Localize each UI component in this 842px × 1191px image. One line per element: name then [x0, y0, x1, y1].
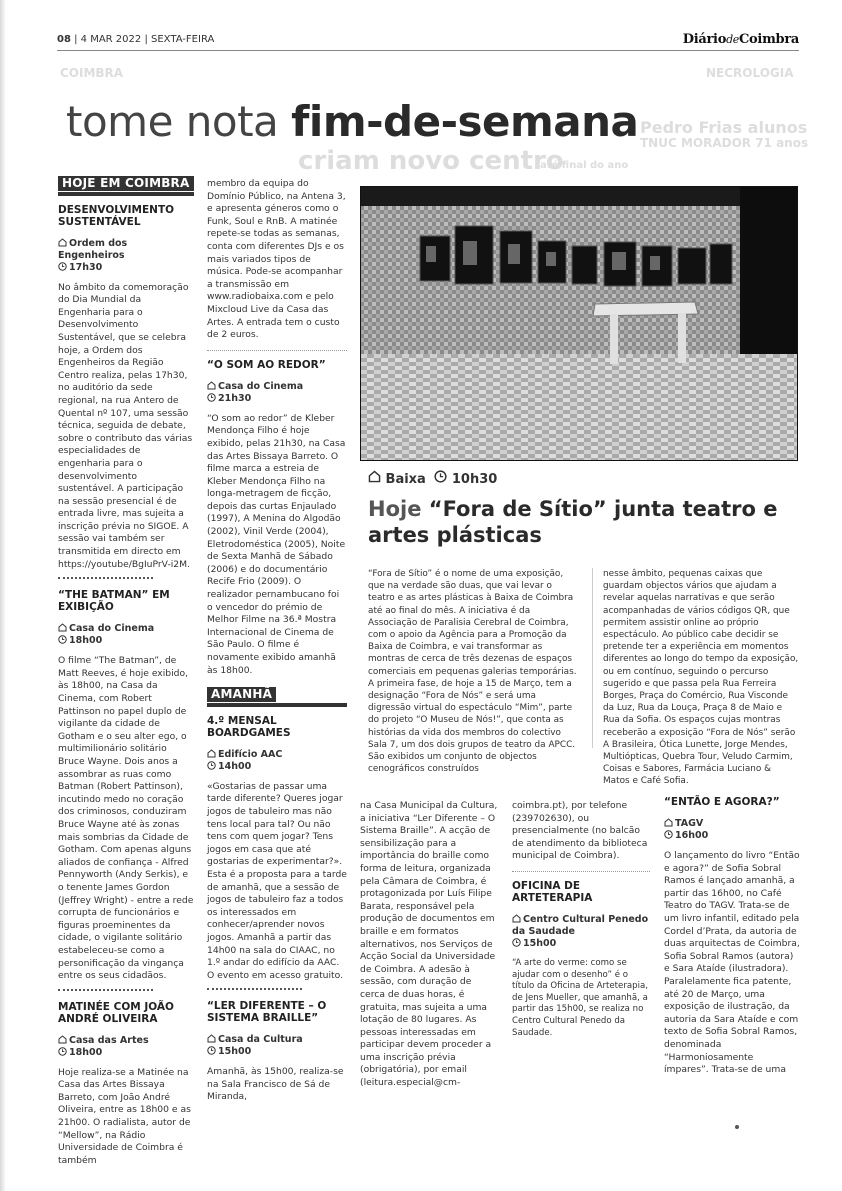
divider — [207, 350, 347, 351]
event-title-entao-e-agora: “ENTÃO E AGORA?” — [664, 796, 780, 808]
event-body: O filme “The Batman”, de Matt Reeves, é hoje exibido, às 18h00, na Casa da Cinema, com Robert Pattinson no papel duplo de vigilante da cidade de Gotham e o seu alter ego, o multimilionário solitário Bruce Wayne. Dois anos a assombrar as ruas como Batman (Robert Pattinson), incutindo medo no coração dos criminosos, conduziram Bruce Wayne até às zonas mais sombrias da Cidade de Gotham. Com apenas alguns aliados de confiança - Alfred Pennyworth (Andy Serkis), e o tenente James Gordon (Jeffrey Wright) - entre a rede corrupta de funcionários e figuras proeminentes da cidade, o vigilante solitário estabeleceu-se como a personificação da vingança entre os seus cidadãos. — [58, 655, 194, 982]
clock-icon — [58, 262, 67, 271]
event-body-continued: na Casa Municipal da Cultura, a iniciativa “Ler Diferente – O Sistema Braille”. A acção de sensibilização para a importância do braille como forma de leitura, organizada pela Câmara de Coimbra, é protagonizada por Luís Filipe Barata, responsável pela produção de documentos em braille e em formatos alternativos, nos Serviços de Acção Social da Universidade de Coimbra. A adesão à sessão, com duração de cerca de duas horas, é gratuita, mas sujeita a uma lotação de 80 lugares. As pessoas interessadas em participar devem proceder a uma inscrição prévia (obrigatória), por email (leitura.especial@cm- — [360, 800, 498, 1089]
event-body: «Gostarias de passar uma tarde diferente? Queres jogar jogos de tabuleiro mas não tens local para tal? Ou não tens com quem jogar? Tens jogos em casa que até gostarias de experimentar?». Esta é a proposta para a tarde de amanhã, que a sessão de jogos de tabuleiro faz a todos os interessados em conhecer/aprender novos jogos. Amanhã a partir das 14h00 na sala do CIAAC, no 1.º andar do edifício da AAC. O evento em acesso gratuito. — [207, 780, 347, 981]
lead-time: 10h30 — [451, 472, 498, 487]
event-meta: TAGV 16h00 — [664, 818, 800, 842]
event-title-arteterapia: OFICINA DE ARTETERAPIA — [512, 879, 593, 904]
bleed-center-big: criam novo centro — [298, 146, 564, 176]
building-icon — [368, 472, 381, 487]
divider — [512, 871, 650, 872]
building-icon — [58, 1035, 67, 1044]
scan-edge — [0, 0, 6, 1191]
clock-icon — [58, 1047, 67, 1056]
kicker-bar — [58, 176, 194, 196]
weekday: SEXTA-FEIRA — [151, 34, 215, 45]
building-icon — [207, 381, 216, 390]
event-meta: Casa da Cultura 15h00 — [207, 1034, 347, 1058]
event-body: Hoje realiza-se a Matinée na Casa das Artes Bissaya Barreto, com João André Oliveira, entre as 18h00 e as 21h00. O radialista, autor de “Mellow”, na Rádio Universidade de Coimbra é também — [58, 1066, 191, 1166]
building-icon — [512, 914, 521, 923]
clock-icon — [207, 393, 216, 402]
event-body: No âmbito da comemoração do Dia Mundial da Engenharia para o Desenvolvimento Sustentável, que se celebra hoje, a Ordem dos Engenheiros da Região Centro realiza, pelas 17h30, no auditório da sede regional, na rua Antero de Quental nº 107, uma sessão técnica, seguida de debate, sobre o contributo das várias especialidades de engenharia para o desenvolvimento sustentável. A participação na sessão presencial é de entrada livre, mas sujeita a inscrição prévia no SIGOE. A sessão vai também ser transmitida em directo em https://youtube/BgIuPrV-i2M. — [58, 281, 193, 570]
event-body: O lançamento do livro “Então e agora?” de Sofia Sobral Ramos é lançado amanhã, a partir das 16h00, no Café Teatro do TAGV. Trata-se de um livro infantil, editado pela Cordel d’Prata, da autoria de duas arquitectas de Coimbra, Sofia Sobral Ramos (autora) e Sara Ataíde (ilustradora). Paralelamente fica patente, até 20 de Março, uma exposição de ilustração, da autoria da Sara Ataíde e com texto de Sofia Sobral Ramos, denominada “Harmoniosamente ímpares”. Trata-se de uma — [664, 850, 800, 1076]
clock-icon — [207, 761, 216, 770]
event-meta: Casa do Cinema 21h30 — [207, 381, 347, 405]
clock-icon — [664, 830, 673, 839]
event-body: Amanhã, às 15h00, realiza-se na Sala Francisco de Sá de Miranda, — [207, 1066, 344, 1103]
bleed-center-small: até final do ano — [540, 160, 629, 171]
scan-speck — [735, 1125, 739, 1129]
divider — [58, 577, 153, 579]
event-body: “A arte do verme: como se ajudar com o desenho” é o título da Oficina de Arteterapia, de Jens Mueller, que amanhã, a partir das 15h00, se realiza no Centro Cultural Penedo da Saudade. — [512, 957, 648, 1038]
event-meta: Edifício AAC 14h00 — [207, 749, 347, 773]
event-meta: Casa das Artes 18h00 — [58, 1035, 194, 1059]
divider — [58, 989, 153, 991]
folio: 08 | 4 MAR 2022 | SEXTA-FEIRA — [57, 34, 215, 45]
column-3 — [360, 800, 498, 1094]
event-meta: Casa do Cinema 18h00 — [58, 623, 194, 647]
clock-icon — [512, 938, 521, 947]
masthead-logo: DiáriodeCoimbra — [682, 32, 799, 47]
kicker-hoje-em-coimbra: HOJE EM COIMBRA — [58, 176, 194, 191]
column-1 — [58, 176, 194, 1171]
bleed-left-section: COIMBRA — [60, 66, 124, 80]
issue-date: 4 MAR 2022 — [80, 34, 142, 45]
bleed-right-text: TNUC MORADOR 71 anos — [640, 136, 809, 150]
event-body-continued: membro da equipa do Domínio Público, na Antena 3, e apresenta géneros como o Funk, Soul e RnB. A matinée repete-se todas as semanas, conta com diferentes DJs e os mais variados tipos de música. Pode-se acompanhar a transmissão em www.radiobaixa.com e pelo Mixcloud Live da Casa das Artes. A entrada tem o custo de 2 euros. — [207, 178, 346, 341]
column-rule — [592, 568, 593, 748]
event-title-boardgames: 4.º MENSAL BOARDGAMES — [207, 714, 291, 739]
event-title-batman: “THE BATMAN” EM EXIBIÇÃO — [58, 589, 170, 614]
building-icon — [207, 749, 216, 758]
lead-meta — [368, 470, 497, 487]
lead-place: Baixa — [385, 472, 426, 487]
building-icon — [58, 623, 67, 632]
page-number: 08 — [57, 34, 71, 45]
event-title-ler-diferente: “LER DIFERENTE – O SISTEMA BRAILLE” — [207, 1000, 327, 1025]
shop-window-illustration — [360, 186, 798, 461]
bleed-right-section: NECROLOGIA — [706, 66, 794, 80]
clock-icon — [434, 472, 447, 487]
bleed-right-name: Pedro Frias alunos — [640, 118, 808, 137]
event-title-desenvolvimento: DESENVOLVIMENTO SUSTENTÁVEL — [58, 203, 175, 228]
event-title-som-ao-redor: “O SOM AO REDOR” — [207, 358, 326, 371]
divider — [207, 988, 302, 990]
page-header — [57, 32, 799, 51]
column-4 — [512, 800, 650, 1043]
kicker-amanha: AMANHÃ — [207, 687, 276, 702]
kicker-bar — [207, 687, 347, 707]
clock-icon — [58, 635, 67, 644]
building-icon — [207, 1034, 216, 1043]
event-meta: Centro Cultural Penedo da Saudade 15h00 — [512, 913, 649, 949]
event-body: “O som ao redor” de Kleber Mendonça Filho é hoje exibido, pelas 21h30, na Casa das Artes Bissaya Barreto. O filme marca a estreia de Kleber Mendonça Filho na longa-metragem de ficção, depois das curtas Enjaulado (1997), A Menina do Algodão (2002), Vinil Verde (2004), Eletrodoméstica (2005), Noite de Sexta Manhã de Sábado (2006) e do documentário Recife Frio (2009). O realizador pernambucano foi o vencedor do prémio de Melhor Filme na 36.ª Mostra Internacional de Cinema de São Paulo. O filme é novamente exibido amanhã às 18h00. — [207, 412, 346, 676]
section-headline: tome nota fim-de-semana — [66, 97, 639, 146]
building-icon — [58, 238, 67, 247]
lead-headline: Hoje “Fora de Sítio” junta teatro e artes plásticas — [368, 497, 778, 547]
event-title-matinee: MATINÉE COM JOÃO ANDRÉ OLIVEIRA — [58, 1000, 174, 1025]
lead-body-left: “Fora de Sítio” é o nome de uma exposição, que na verdade são duas, que vai levar o teatro e as artes plásticas à Baixa de Coimbra até ao final do mês. A iniciativa é da Associação de Paralisia Cerebral de Coimbra, com o apoio da Agência para a Promoção da Baixa de Coimbra, e vai transformar as montras de cerca de três dezenas de espaços comerciais em pequenas galerias temporárias. A primeira fase, de hoje a 15 de Março, tem a designação “Fora de Nós” e será uma digressão virtual do espectáculo “Mim”, parte do projeto “O Museu de Nós!”, que conta as histórias da vida dos membros do colectivo Sala 7, um dos dois grupos de teatro da APCC. São exibidos um conjunto de objectos cenográficos construídos — [368, 569, 577, 775]
clock-icon — [207, 1046, 216, 1055]
lead-photo — [360, 186, 798, 461]
lead-body-right: nesse âmbito, pequenas caixas que guardam objectos vários que ajudam a revelar aquelas narrativas e que serão acompanhadas de vários códigos QR, que permitem assistir online ao próprio espectáculo. Ao público cabe decidir se pretende ter a experiência em momentos diferentes ao longo do tempo da exposição, ou em contínuo, seguindo o percurso sugerido e que passa pela Rua Ferreira Borges, Praça do Comércio, Rua Visconde da Luz, Rua da Louça, Praça 8 de Maio e Rua da Sofia. Os espaços cujas montras receberão a exposição “Fora de Nós” serão A Brasileira, Ótica Lunette, Jorge Mendes, Multiópticas, Quebra Tour, Veludo Carmim, Coisas e Sabores, Farmácia Luciano & Matos e Café Sofia. — [603, 569, 799, 787]
column-5 — [664, 796, 800, 1081]
building-icon — [664, 818, 673, 827]
event-meta: Ordem dos Engenheiros 17h30 — [58, 237, 128, 273]
event-body-continued: coimbra.pt), por telefone (239702630), ou presencialmente (no balcão de atendimento da biblioteca municipal de Coimbra). — [512, 800, 648, 862]
column-2 — [207, 178, 347, 1108]
